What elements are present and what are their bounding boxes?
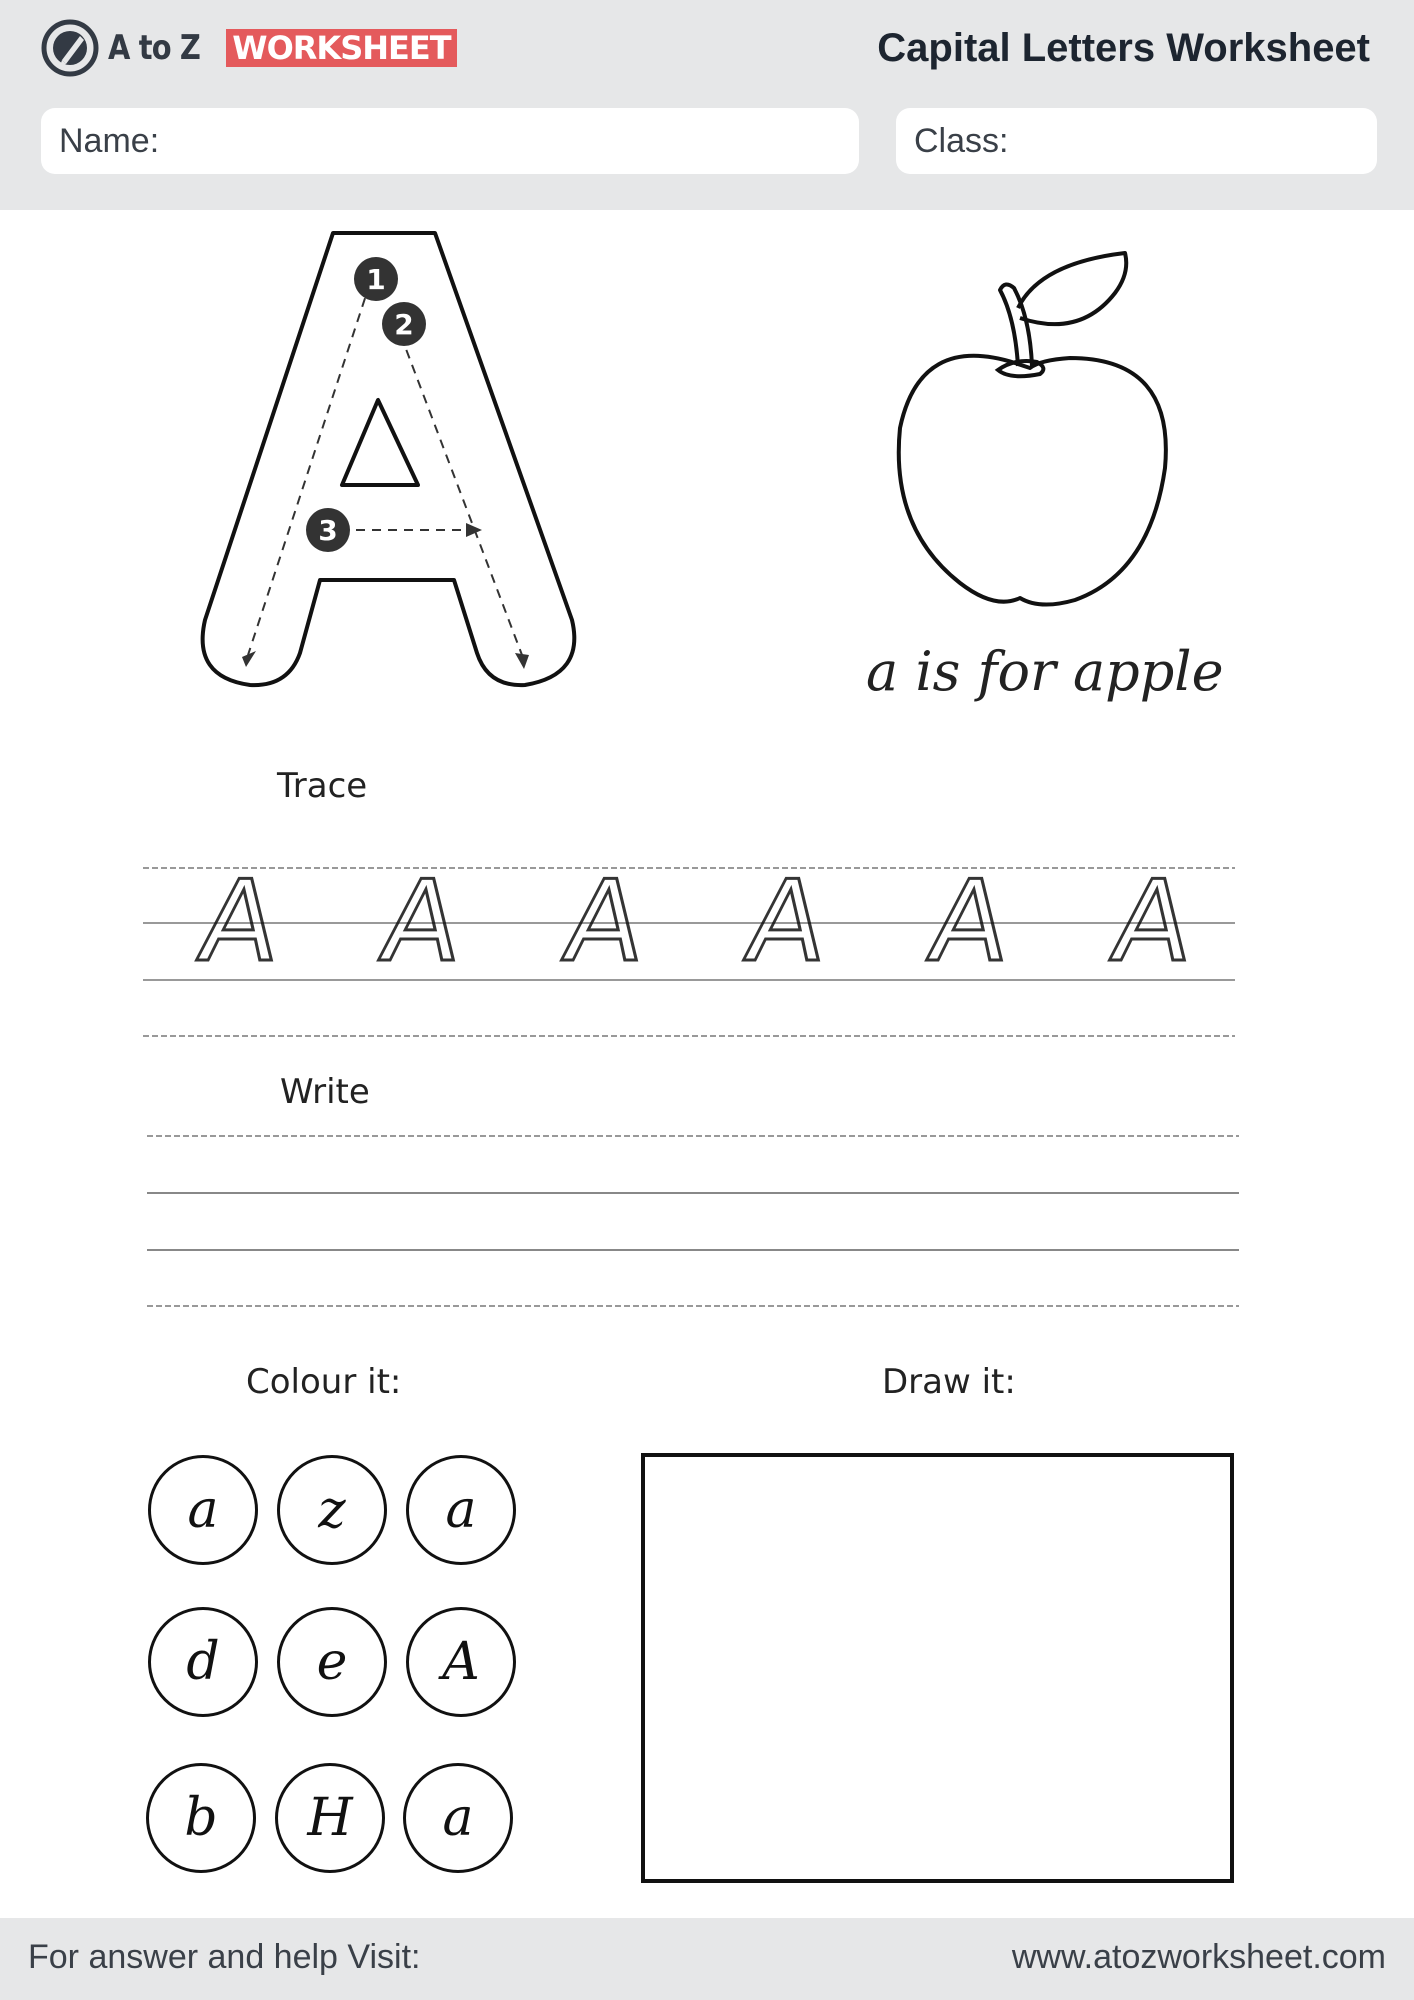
bubble-letter: H <box>307 1788 353 1848</box>
bubble-letter: e <box>316 1632 348 1692</box>
bubble-letter: a <box>187 1480 219 1540</box>
trace-letter[interactable]: A <box>1104 857 1200 987</box>
name-field-label: Name: <box>59 121 160 160</box>
trace-letter[interactable]: A <box>191 857 287 987</box>
colour-bubble[interactable] <box>403 1763 513 1873</box>
header-bar <box>0 0 1414 210</box>
logo-badge: WORKSHEET <box>226 29 456 67</box>
colour-it-label: Colour it: <box>246 1362 402 1402</box>
footer-bar <box>0 1918 1414 2000</box>
colour-bubble[interactable] <box>406 1607 516 1717</box>
stroke-number-3 <box>306 508 350 552</box>
page-title: Capital Letters Worksheet <box>877 26 1370 70</box>
write-lines[interactable] <box>147 1130 1239 1310</box>
class-field-label: Class: <box>914 121 1009 160</box>
bubble-letter: d <box>186 1632 220 1692</box>
footer-help-text: For answer and help Visit: <box>28 1938 421 1976</box>
colour-bubble[interactable] <box>148 1607 258 1717</box>
logo[interactable] <box>40 18 457 78</box>
colour-bubble[interactable] <box>406 1455 516 1565</box>
name-field[interactable] <box>41 108 859 174</box>
write-label: Write <box>280 1072 370 1112</box>
trace-letter[interactable]: A <box>556 857 652 987</box>
letter-a-guide <box>190 225 590 695</box>
arrow-right-icon <box>466 523 482 537</box>
class-field[interactable] <box>896 108 1377 174</box>
bubble-letter: A <box>442 1632 480 1692</box>
svg-text:1: 1 <box>366 263 386 296</box>
bubble-letter: a <box>445 1480 477 1540</box>
draw-box[interactable] <box>641 1453 1234 1883</box>
svg-text:3: 3 <box>318 514 338 547</box>
trace-letters <box>143 857 1235 1040</box>
bubble-letter: b <box>184 1788 218 1848</box>
apple-caption: a is for apple <box>866 640 1224 703</box>
colour-bubble[interactable] <box>275 1763 385 1873</box>
footer-website-link[interactable]: www.atozworksheet.com <box>1011 1938 1386 1976</box>
trace-letter[interactable]: A <box>738 857 834 987</box>
trace-letter[interactable]: A <box>921 857 1017 987</box>
logo-text: A to Z <box>108 28 201 68</box>
trace-letter[interactable]: A <box>373 857 469 987</box>
stroke-number-2 <box>382 302 426 346</box>
colour-bubble[interactable] <box>146 1763 256 1873</box>
pen-nib-icon <box>40 18 100 78</box>
stroke-number-1 <box>354 257 398 301</box>
colour-bubble[interactable] <box>277 1607 387 1717</box>
arrow-down-icon <box>515 653 529 669</box>
bubble-letter: a <box>442 1788 474 1848</box>
colour-bubble[interactable] <box>148 1455 258 1565</box>
apple-icon <box>890 248 1180 618</box>
colour-bubble[interactable] <box>277 1455 387 1565</box>
trace-label: Trace <box>277 766 368 806</box>
bubble-letter: z <box>318 1480 346 1540</box>
draw-it-label: Draw it: <box>882 1362 1016 1402</box>
svg-text:2: 2 <box>394 308 414 341</box>
